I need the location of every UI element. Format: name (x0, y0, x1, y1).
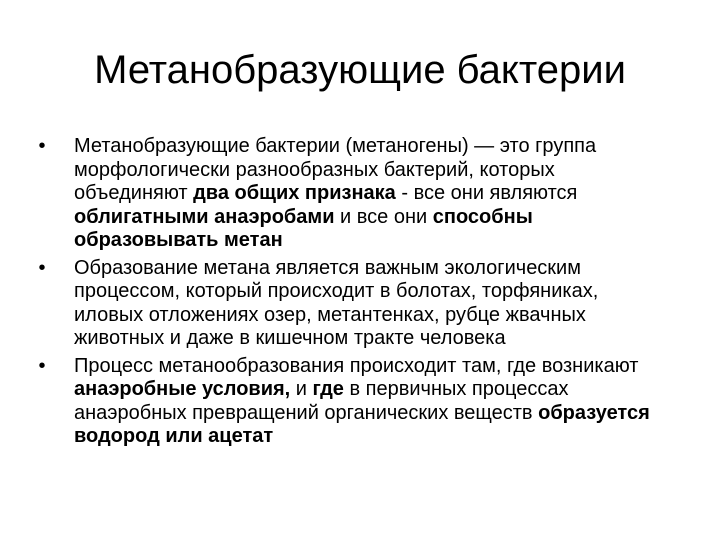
bullet-bold-text: где (312, 378, 344, 400)
bullet-bold-text: образуется водород или ацетат (74, 401, 650, 447)
bullet-text: - все они являются (395, 182, 578, 204)
bullet-list (32, 135, 672, 453)
bullet-bold-text: облигатными анаэробами (74, 205, 335, 228)
bullet-item-2 (32, 257, 672, 351)
bullet-text: Метанобразующие бактерии (метаногены) — это группа морфологически разнообразных бактерий, которых объединяют (74, 135, 597, 204)
bullet-bold-text: способны образовывать метан (74, 205, 533, 251)
bullet-item-1 (32, 135, 672, 253)
bullet-text: и все они (334, 205, 433, 228)
bullet-icon: • (38, 354, 46, 377)
bullet-icon: • (38, 256, 46, 279)
bullet-text: и (290, 378, 313, 400)
bullet-icon: • (38, 135, 46, 157)
bullet-bold-text: анаэробные условия, (74, 378, 291, 400)
bullet-text: в первичных процессах анаэробных превращений органических веществ (74, 378, 569, 424)
slide-title: Метанобразующие бактерии (94, 48, 626, 92)
bullet-bold-text: два общих признака (193, 182, 396, 204)
bullet-item-3 (32, 355, 672, 449)
bullet-text: Образование метана является важным экологическим процессом, который происходит в болотах, торфяниках, иловых отложениях озер, метантенках, рубце жвачных животных и даже в кишечном тракте человека (74, 256, 599, 349)
bullet-text: Процесс метанообразования происходит там, где возникают (74, 354, 639, 377)
